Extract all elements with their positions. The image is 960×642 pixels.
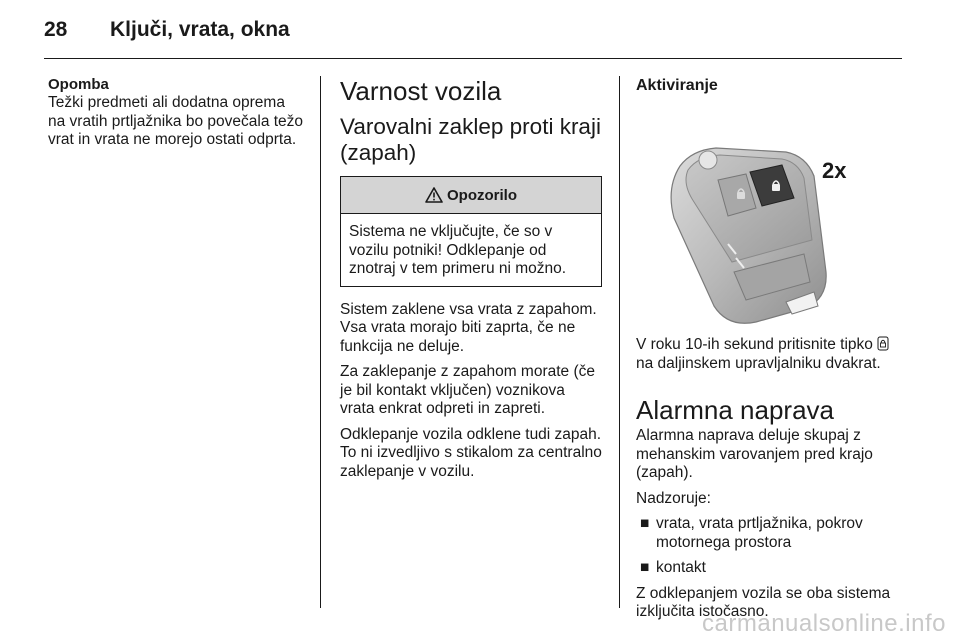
list-item-text: kontakt — [656, 559, 706, 576]
warning-triangle-icon — [425, 187, 443, 203]
warning-box — [340, 176, 602, 287]
instruction-text-before: V roku 10-ih sekund pritisnite tipko — [636, 336, 878, 353]
paragraph: Odklepanje vozila odklene tudi zapah. To ni izvedljivo s stikalom za centralno zaklepanje v vozilu. — [340, 425, 602, 480]
column-middle — [340, 76, 602, 488]
warning-header — [341, 177, 601, 214]
note-text: Težki predmeti ali dodatna oprema na vratih prtljažnika bo povečala težo vrat in vrata ne morejo ostati odprta. — [48, 94, 304, 148]
list-item — [636, 559, 900, 578]
lock-button-icon — [877, 336, 889, 351]
column-right — [636, 76, 900, 629]
warning-text: Sistema ne vključujte, če so v vozilu potniki! Odklepanje od znotraj v tem primeru ni možno. — [349, 223, 567, 277]
note-title: Opomba — [48, 76, 109, 93]
subsection-heading: Varovalni zaklep proti kraji (zapah) — [340, 114, 601, 165]
bullet-icon: ■ — [640, 515, 650, 532]
key-fob-figure — [636, 122, 900, 328]
monitors-label: Nadzoruje: — [636, 489, 711, 507]
warning-title: Opozorilo — [447, 186, 517, 204]
bullet-icon: ■ — [640, 559, 650, 576]
section-heading: Varnost vozila — [340, 76, 502, 106]
column-divider-right — [619, 76, 620, 608]
header-rule — [44, 58, 902, 59]
paragraph: Za zaklepanje z zapahom morate (če je bil kontakt vključen) voznikova vrata enkrat odpreti in zapreti. — [340, 363, 596, 417]
list-item-text: vrata, vrata prtljažnika, pokrov motornega prostora — [656, 515, 863, 551]
instruction-text-after: na daljinskem upravljalniku dvakrat. — [636, 354, 881, 372]
warning-body — [341, 214, 601, 286]
watermark: carmanualsonline.info — [702, 610, 946, 637]
key-fob-illustration — [636, 122, 900, 328]
column-divider-left — [320, 76, 321, 608]
activation-instruction — [636, 336, 900, 373]
column-left — [48, 76, 306, 157]
alarm-heading: Alarmna naprava — [636, 395, 834, 425]
closing-text: Z odklepanjem vozila se oba sistema izključita istočasno. — [636, 584, 891, 620]
figure-label: 2x — [822, 158, 847, 183]
alarm-text: Alarmna naprava deluje skupaj z mehanskim varovanjem pred krajo (zapah). — [636, 427, 873, 481]
activation-heading: Aktiviranje — [636, 77, 718, 94]
list-item — [636, 515, 900, 552]
page-number: 28 — [44, 18, 68, 41]
paragraph: Sistem zaklene vsa vrata z zapahom. Vsa vrata morajo biti zaprta, če ne funkcija ne deluje. — [340, 300, 597, 355]
page-header — [44, 18, 290, 48]
page-title: Ključi, vrata, okna — [110, 18, 290, 41]
